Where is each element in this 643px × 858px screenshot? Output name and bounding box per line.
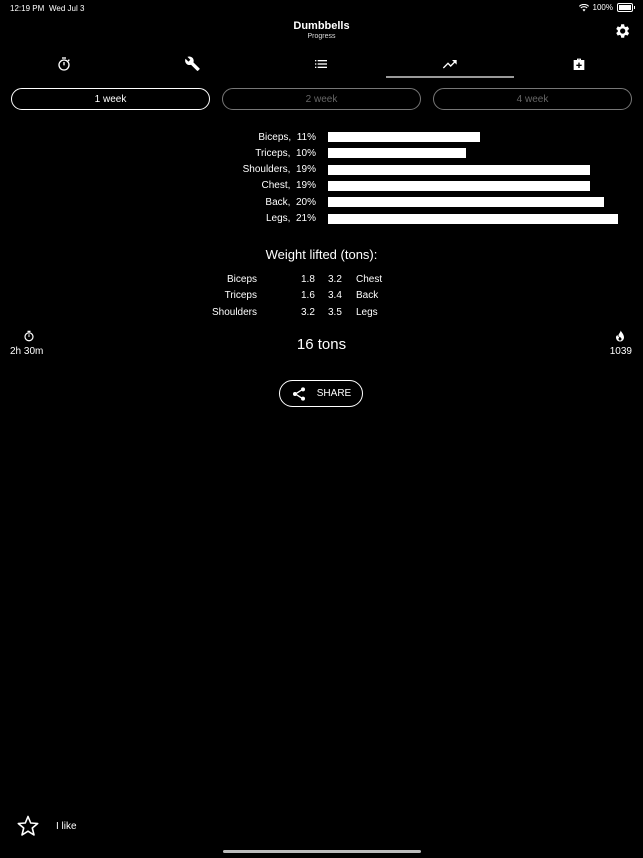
status-date: Wed Jul 3 — [49, 4, 85, 13]
bar-row — [200, 145, 316, 161]
bar-track — [328, 132, 480, 142]
weight-right-label: Back — [356, 290, 379, 302]
wifi-icon — [579, 4, 589, 12]
bar-value-label: 19% — [295, 180, 316, 192]
status-right — [579, 3, 633, 12]
bar-category: Biceps, — [258, 131, 292, 143]
gear-icon[interactable] — [613, 22, 631, 40]
weight-right-value: 3.5 — [328, 306, 342, 318]
bar — [328, 132, 480, 142]
page-title: Dumbbells — [293, 20, 350, 32]
battery-icon — [617, 3, 633, 12]
weight-title: Weight lifted (tons): — [265, 247, 378, 262]
weight-right-label: Legs — [356, 306, 378, 318]
bar-value-label: 20% — [295, 196, 316, 208]
wrench-icon — [185, 56, 201, 72]
bar-row — [200, 211, 316, 227]
bar-category: Back, — [265, 196, 291, 208]
trending-up-icon — [442, 56, 458, 72]
tab-bar — [0, 50, 643, 78]
status-bar — [0, 0, 643, 16]
bar-value-label: 19% — [295, 164, 316, 176]
calories-value: 1039 — [609, 346, 632, 357]
weight-right-value: 3.4 — [328, 290, 342, 302]
tab-progress[interactable] — [386, 50, 515, 78]
briefcase-add-icon — [571, 56, 587, 72]
flame-icon — [614, 330, 626, 342]
period-1-week[interactable]: 1 week — [11, 88, 210, 110]
bar-label — [200, 197, 316, 208]
battery-percent: 100% — [592, 3, 613, 12]
tab-briefcase[interactable] — [514, 50, 643, 78]
status-time: 12:19 PM — [10, 4, 45, 13]
bar-track — [328, 165, 590, 175]
muscle-percent-chart — [0, 129, 643, 229]
star-icon[interactable] — [16, 814, 40, 838]
page-subtitle: Progress — [307, 33, 336, 40]
bar-row — [200, 194, 316, 210]
bar — [328, 197, 604, 207]
bar — [328, 214, 618, 224]
tab-list[interactable] — [257, 50, 386, 78]
bar-label — [200, 213, 316, 224]
share-icon — [291, 386, 307, 402]
weight-left-value: 1.6 — [301, 290, 315, 302]
stopwatch-icon — [56, 56, 72, 72]
weight-left-label: Biceps — [226, 274, 257, 285]
weight-left-label: Triceps — [224, 290, 257, 302]
bar — [328, 148, 466, 158]
period-4-week[interactable]: 4 week — [433, 88, 632, 110]
bar-track — [328, 197, 604, 207]
bar-category: Legs, — [265, 213, 291, 224]
share-button[interactable] — [279, 380, 363, 407]
list-icon — [313, 56, 329, 72]
tab-timer[interactable] — [0, 50, 129, 78]
bar-track — [328, 148, 466, 158]
bar-category: Shoulders, — [242, 164, 291, 176]
share-label: SHARE — [316, 388, 352, 399]
period-2-week[interactable]: 2 week — [222, 88, 421, 110]
bar-label — [200, 164, 316, 175]
bar-value-label: 21% — [295, 213, 316, 224]
bar-row — [200, 178, 316, 194]
home-indicator — [223, 850, 421, 853]
weight-left-value: 3.2 — [301, 306, 315, 318]
bar-track — [328, 214, 618, 224]
bar-label — [200, 180, 316, 191]
bar-category: Chest, — [261, 180, 291, 192]
bar — [328, 165, 590, 175]
bar-category: Triceps, — [255, 147, 291, 159]
bar-row — [200, 129, 316, 145]
weight-left-value: 1.8 — [301, 274, 315, 285]
duration-value: 2h 30m — [10, 346, 44, 357]
bar-label — [200, 148, 316, 159]
weight-right-label: Chest — [356, 274, 383, 285]
bar — [328, 181, 590, 191]
weight-right-value: 3.2 — [328, 274, 342, 285]
bar-value-label: 10% — [295, 147, 316, 159]
bar-label — [200, 132, 316, 143]
bar-row — [200, 162, 316, 178]
total-tons: 16 tons — [296, 336, 347, 353]
tab-tools[interactable] — [129, 50, 258, 78]
bar-value-label: 11% — [296, 131, 316, 143]
like-label[interactable]: I like — [56, 821, 77, 832]
bar-track — [328, 181, 590, 191]
weight-left-label: Shoulders — [211, 306, 257, 318]
